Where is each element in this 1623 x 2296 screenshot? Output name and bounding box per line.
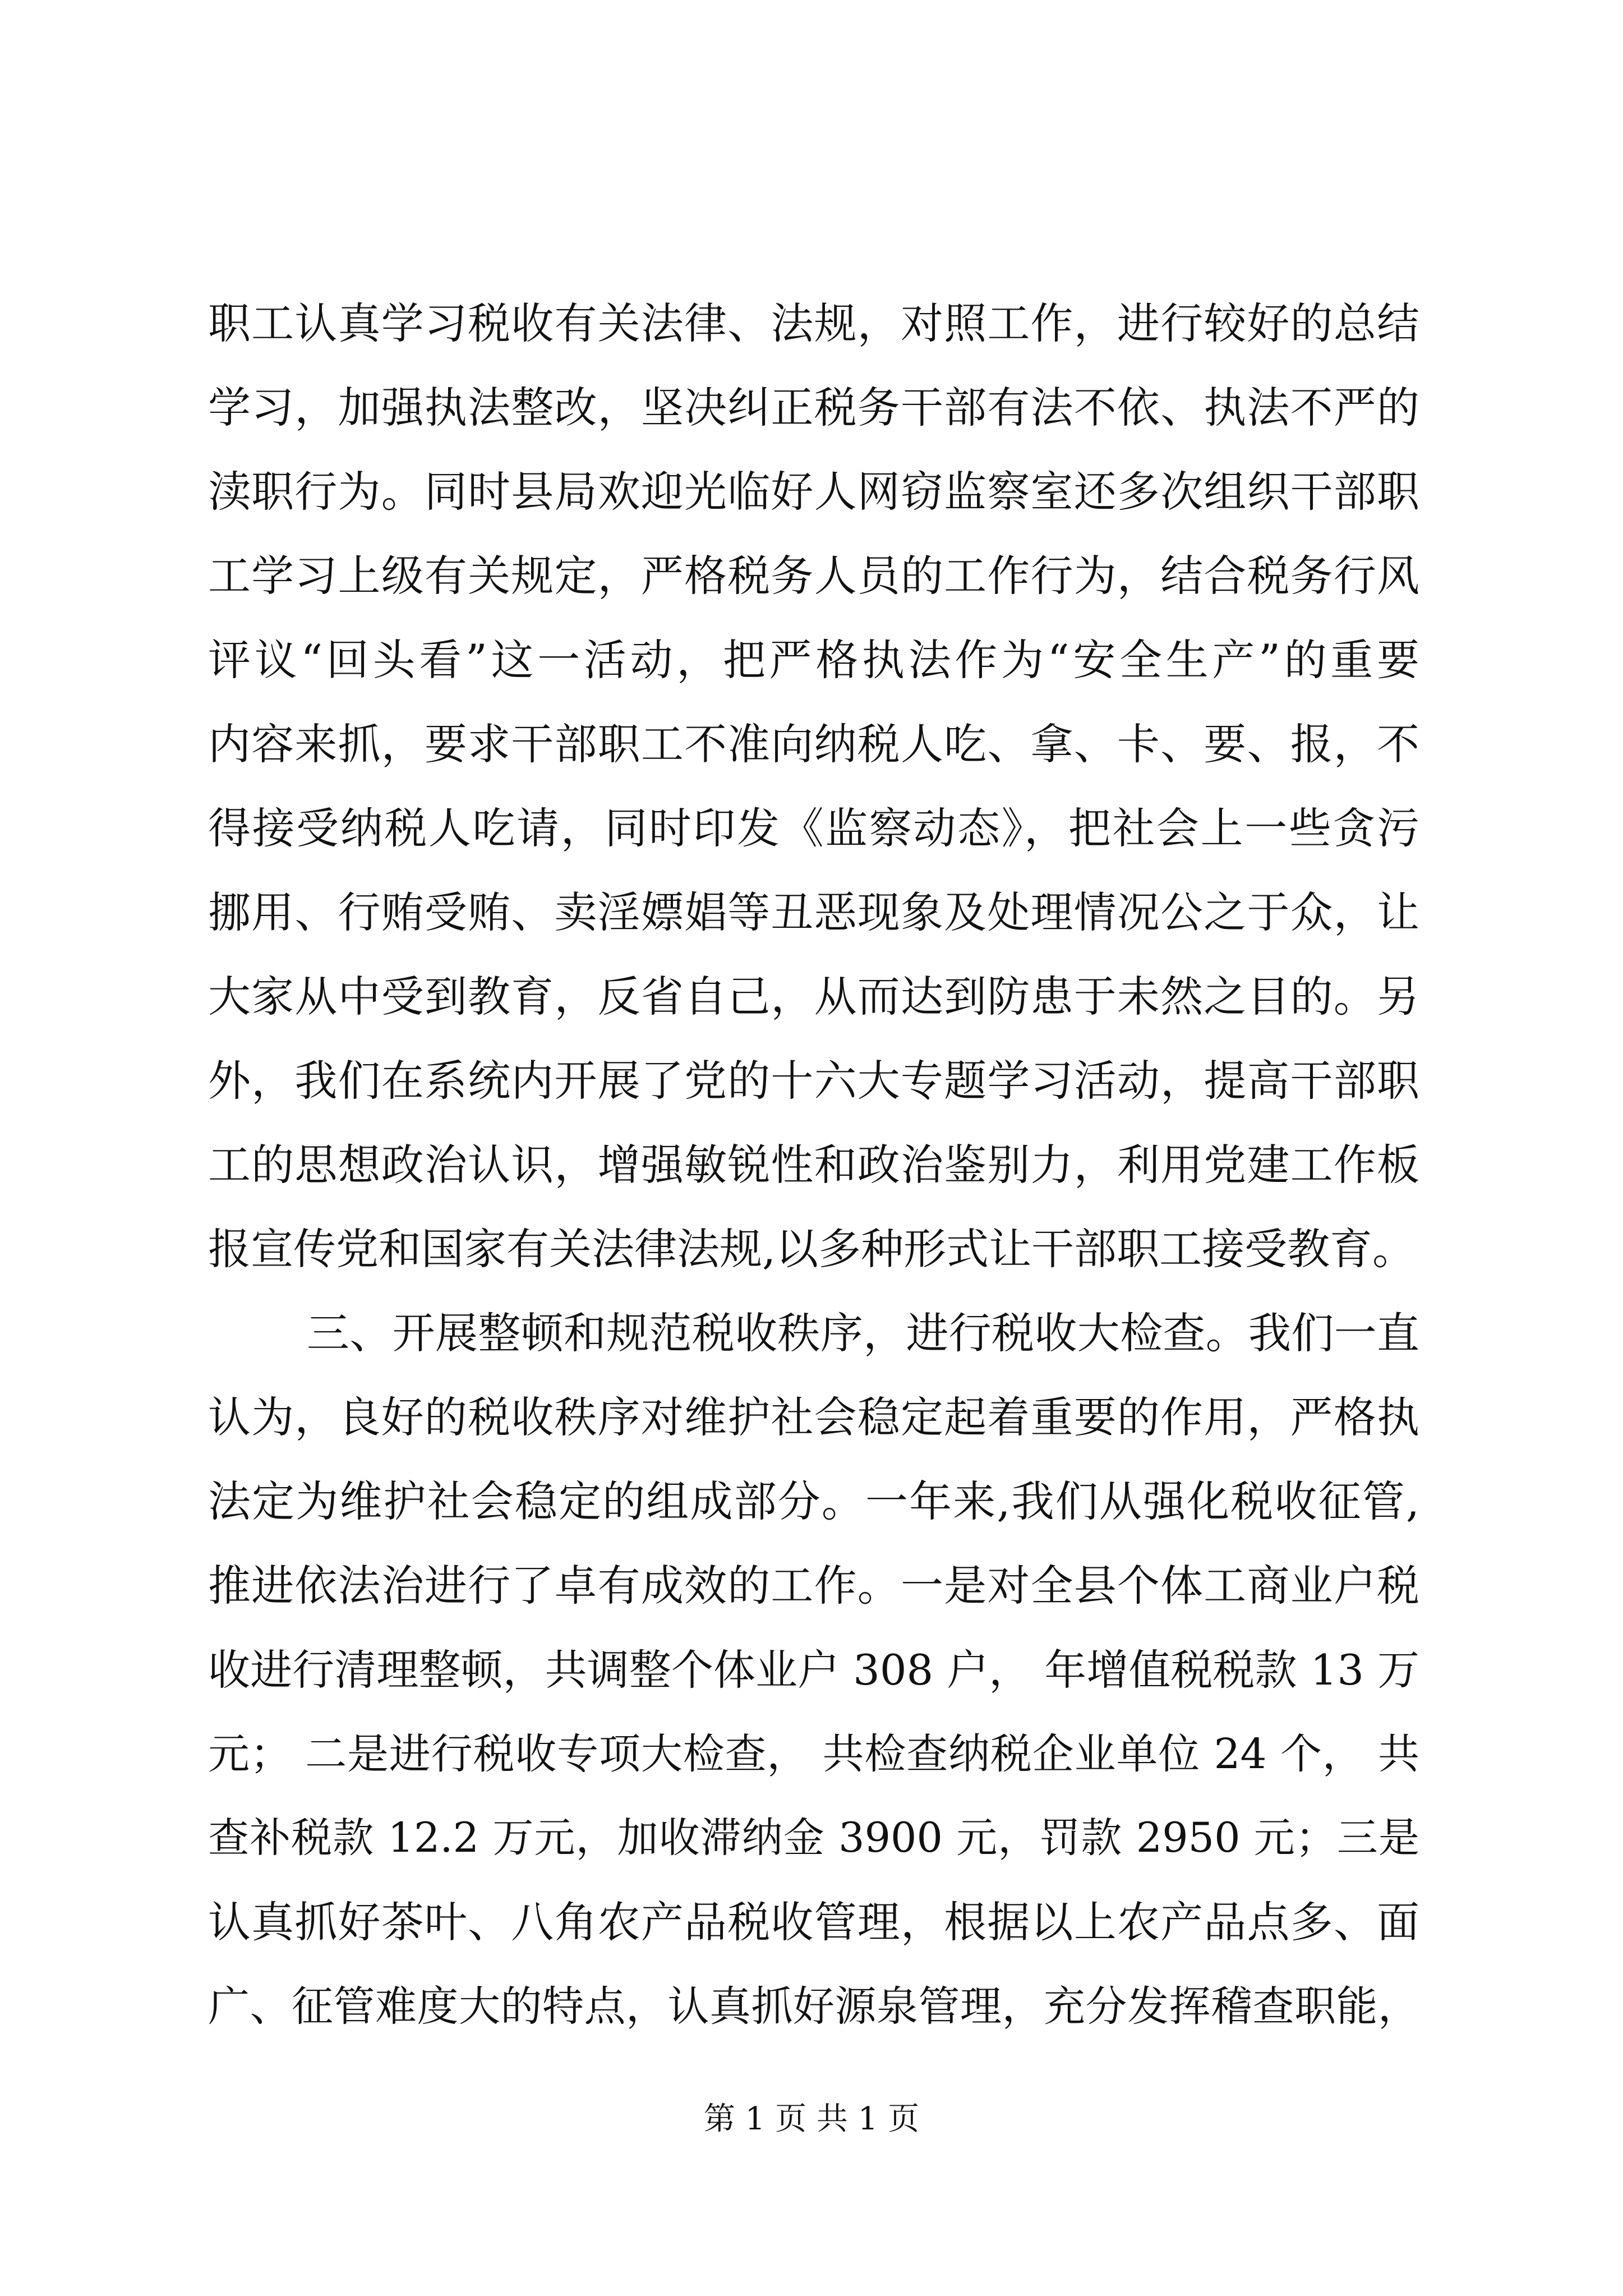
text-line: 法定为维护社会稳定的组成部分。一年来,我们从强化税收征管, [208,1476,1419,1526]
text-line: 推进依法治进行了卓有成效的工作。一是对全县个体工商业户税 [208,1561,1419,1611]
text-line: 收进行清理整顿，共调整个体业户 308 户， 年增值税税款 13 万 [208,1645,1419,1695]
text-line: 查补税款 12.2 万元，加收滞纳金 3900 元，罚款 2950 元；三是 [208,1814,1419,1862]
text-line: 外，我们在系统内开展了党的十六大专题学习活动，提高干部职 [208,1056,1419,1106]
text-line: 内容来抓，要求干部职工不准向纳税人吃、拿、卡、要、报，不 [208,719,1419,769]
text-line: 认为，良好的税收秩序对维护社会稳定起着重要的作用，严格执 [208,1392,1419,1442]
text-line: 工的思想政治认识，增强敏锐性和政治鉴别力，利用党建工作板 [208,1140,1419,1190]
text-line: 认真抓好茶叶、八角农产品税收管理，根据以上农产品点多、面 [208,1897,1419,1947]
text-line: 工学习上级有关规定，严格税务人员的工作行为，结合税务行风 [208,551,1419,601]
text-line: 广、征管难度大的特点，认真抓好源泉管理，充分发挥稽查职能， [208,1982,1419,2031]
page-number-footer: 第 1 页 共 1 页 [703,2101,920,2137]
text-line: 报宣传党和国家有关法律法规,以多种形式让干部职工接受教育。 [208,1224,1415,1274]
text-line: 大家从中受到教育，反省自己，从而达到防患于未然之目的。另 [208,972,1419,1022]
text-line: 渎职行为。同时县局欢迎光临好人网窃监察室还多次组织干部职 [208,467,1419,517]
paragraph-first-line: 三、开展整顿和规范税收秩序，进行税收大检查。我们一直 [307,1308,1419,1358]
text-line: 学习，加强执法整改，坚决纠正税务干部有法不依、执法不严的 [208,383,1419,432]
text-line: 挪用、行贿受贿、卖淫嫖娼等丑恶现象及处理情况公之于众，让 [208,887,1419,937]
text-line: 职工认真学习税收有关法律、法规，对照工作，进行较好的总结 [208,298,1419,348]
text-line: 得接受纳税人吃请，同时印发《监察动态》，把社会上一些贪污 [208,803,1419,853]
text-line: 元； 二是进行税收专项大检查， 共检查纳税企业单位 24 个， 共 [208,1730,1419,1778]
text-line: 评议“回头看”这一活动，把严格执法作为“安全生产”的重要 [208,635,1419,685]
